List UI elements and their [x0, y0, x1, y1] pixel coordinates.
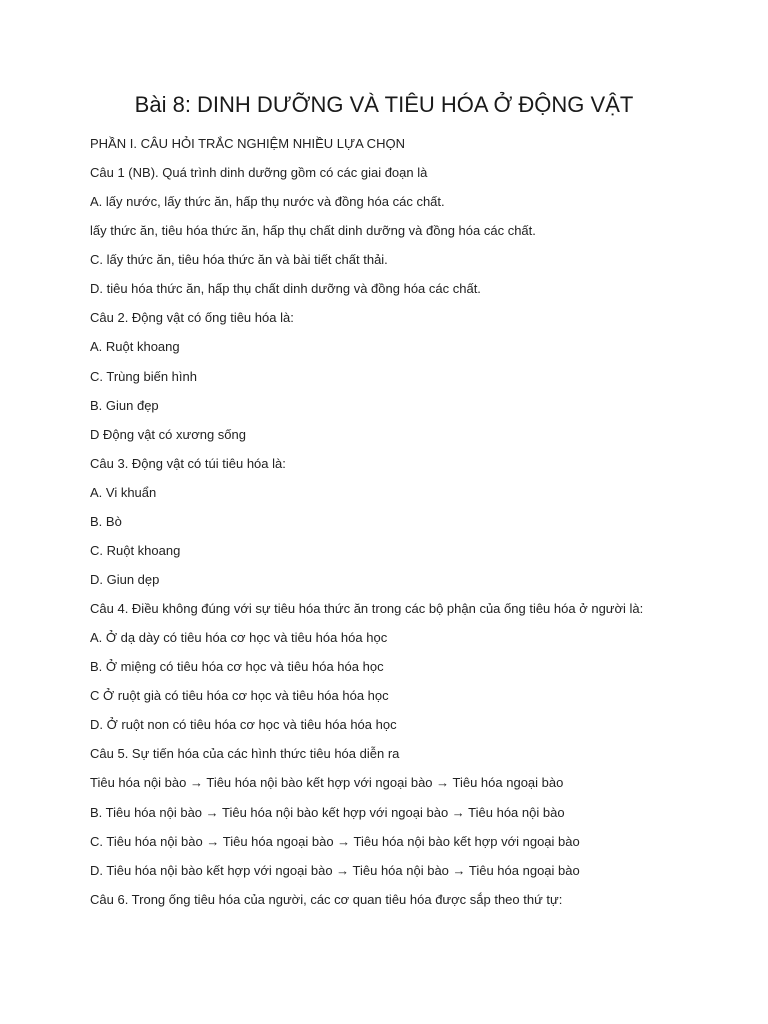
question-6: Câu 6. Trong ống tiêu hóa của người, các cơ quan tiêu hóa được sắp theo thứ tự:: [90, 892, 563, 907]
section-heading: PHẦN I. CÂU HỎI TRẮC NGHIỆM NHIỀU LỰA CHỌN: [90, 136, 405, 151]
question-4-option-a: A. Ở dạ dày có tiêu hóa cơ học và tiêu hóa hóa học: [90, 630, 388, 645]
question-5-option-a: Tiêu hóa nội bào → Tiêu hóa nội bào kết hợp với ngoại bào → Tiêu hóa ngoại bào: [90, 775, 564, 790]
question-2-option-d: D Động vật có xương sống: [90, 427, 246, 442]
question-1: Câu 1 (NB). Quá trình dinh dưỡng gồm có các giai đoạn là: [90, 165, 428, 180]
question-5-option-c: C. Tiêu hóa nội bào → Tiêu hóa ngoại bào → Tiêu hóa nội bào kết hợp với ngoại bào: [90, 834, 580, 849]
question-1-option-b: lấy thức ăn, tiêu hóa thức ăn, hấp thụ chất dinh dưỡng và đồng hóa các chất.: [90, 223, 536, 238]
question-4-option-b: B. Ở miệng có tiêu hóa cơ học và tiêu hóa hóa học: [90, 659, 384, 674]
question-2-option-c: C. Trùng biến hình: [90, 369, 197, 384]
question-3-option-d: D. Giun dẹp: [90, 572, 160, 587]
question-4-option-c: C Ở ruột già có tiêu hóa cơ học và tiêu hóa hóa học: [90, 688, 389, 703]
question-3-option-b: B. Bò: [90, 514, 122, 529]
document-title: Bài 8: DINH DƯỠNG VÀ TIÊU HÓA Ở ĐỘNG VẬT: [134, 92, 634, 117]
question-2: Câu 2. Động vật có ống tiêu hóa là:: [90, 310, 294, 325]
question-2-option-b: B. Giun đẹp: [90, 398, 159, 413]
question-3-option-a: A. Vi khuẩn: [90, 485, 157, 500]
question-5-option-b: B. Tiêu hóa nội bào → Tiêu hóa nội bào kết hợp với ngoại bào → Tiêu hóa nội bào: [90, 805, 565, 820]
question-1-option-d: D. tiêu hóa thức ăn, hấp thụ chất dinh dưỡng và đồng hóa các chất.: [90, 281, 481, 296]
question-5-option-d: D. Tiêu hóa nội bào kết hợp với ngoại bào → Tiêu hóa nội bào → Tiêu hóa ngoại bào: [90, 863, 580, 878]
question-5: Câu 5. Sự tiến hóa của các hình thức tiêu hóa diễn ra: [90, 746, 400, 761]
question-1-option-a: A. lấy nước, lấy thức ăn, hấp thụ nước và đồng hóa các chất.: [90, 194, 445, 209]
question-4-option-d: D. Ở ruột non có tiêu hóa cơ học và tiêu hóa hóa học: [90, 717, 397, 732]
question-2-option-a: A. Ruột khoang: [90, 339, 180, 354]
question-1-option-c: C. lấy thức ăn, tiêu hóa thức ăn và bài tiết chất thải.: [90, 252, 388, 267]
question-4: Câu 4. Điều không đúng với sự tiêu hóa thức ăn trong các bộ phận của ống tiêu hóa ở người là:: [90, 601, 644, 616]
question-3: Câu 3. Động vật có túi tiêu hóa là:: [90, 456, 286, 471]
question-3-option-c: C. Ruột khoang: [90, 543, 181, 558]
